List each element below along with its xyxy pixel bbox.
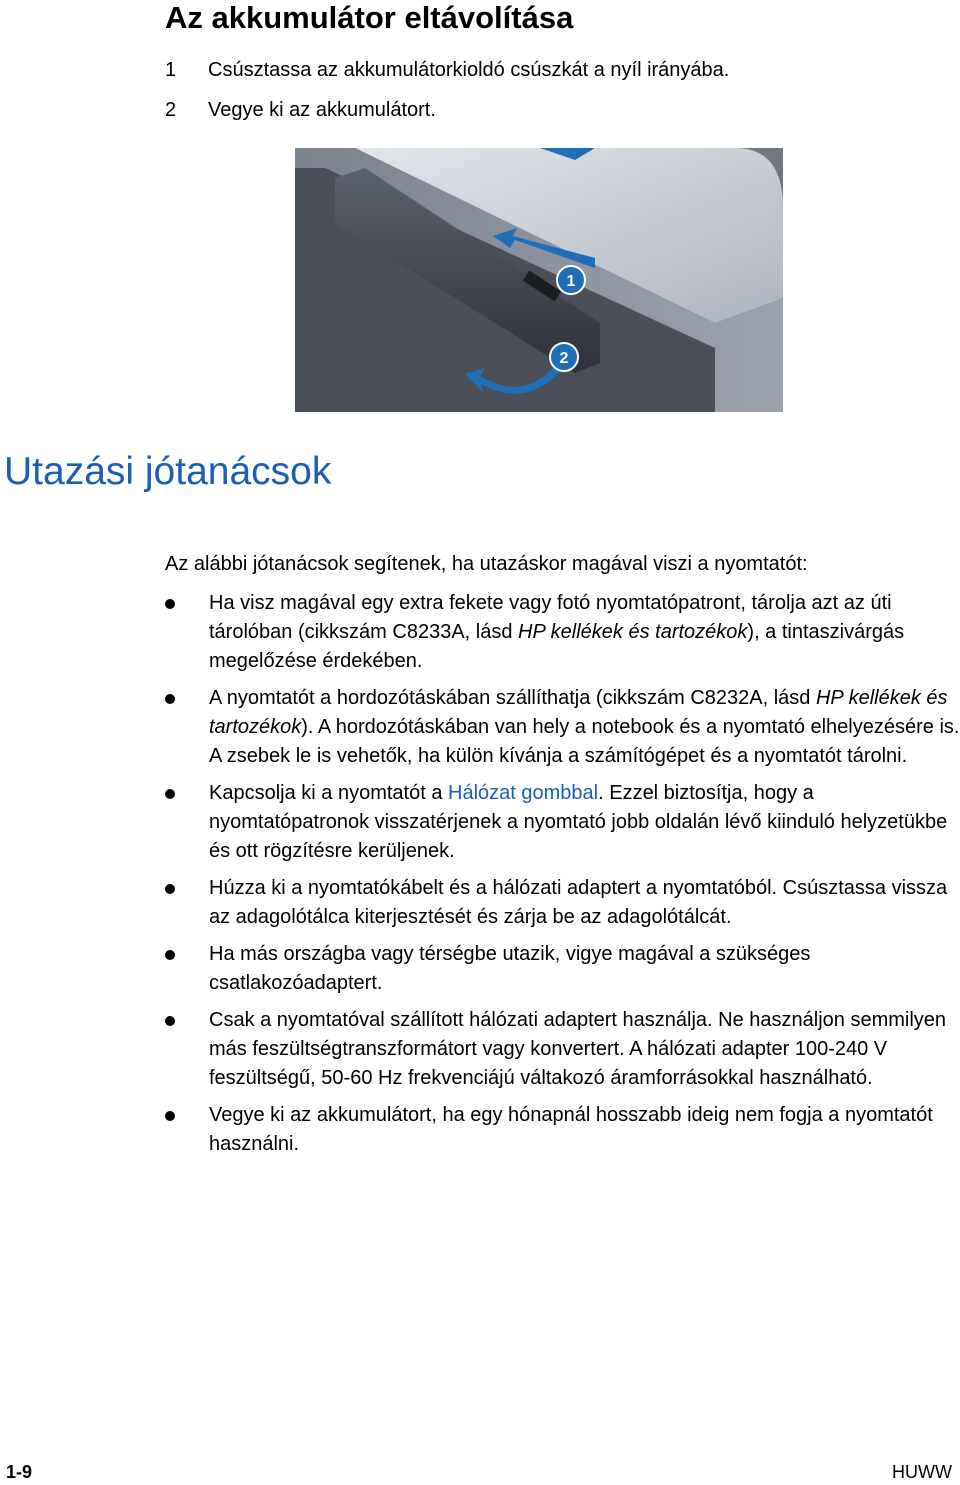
list-item-text: ). A hordozótáskában van hely a notebook és a nyomtató elhelyezésére is. A zsebek le is vehetők, ha külön kívánja a számítógépet és a nyomtatót tárolni. [209, 716, 960, 767]
tips-list [0, 589, 960, 1167]
list-item-text: Ha más országba vagy térségbe utazik, vigye magával a szükséges csatlakozóadaptert. [209, 943, 811, 994]
bullet-icon [165, 884, 175, 894]
cross-reference: HP kellékek és tartozékok [518, 621, 748, 643]
intro-paragraph: Az alábbi jótanácsok segítenek, ha utazáskor magával viszi a nyomtatót: [165, 553, 808, 575]
section-title-battery-removal: Az akkumulátor eltávolítása [165, 0, 574, 35]
bullet-icon [165, 950, 175, 960]
list-item-text: Vegye ki az akkumulátort, ha egy hónapnál hosszabb ideig nem fogja a nyomtatót használni. [209, 1104, 933, 1155]
bullet-icon [165, 1111, 175, 1121]
step-2 [165, 97, 436, 123]
list-item [0, 1006, 960, 1093]
list-item [0, 589, 960, 676]
step-text: Csúsztassa az akkumulátorkioldó csúszkát a nyíl irányába. [208, 59, 730, 81]
bullet-icon [165, 1016, 175, 1026]
callout-1-label: 1 [566, 273, 576, 290]
list-item [0, 1101, 960, 1159]
list-item-text: Kapcsolja ki a nyomtatót a [209, 782, 449, 804]
bullet-icon [165, 694, 175, 704]
list-item-text: A nyomtatót a hordozótáskában szállíthatja (cikkszám C8232A, lásd [209, 687, 816, 709]
step-number: 1 [165, 59, 177, 81]
language-code: HUWW [892, 1462, 952, 1482]
list-item [0, 940, 960, 998]
list-item [0, 874, 960, 932]
list-item-text: Csak a nyomtatóval szállított hálózati adaptert használja. Ne használjon semmilyen más feszültségtranszformátort vagy konvertert. A hálózati adapter 100-240 V feszültségű, 50-60 Hz frekvenciájú váltakozó áramforrásokkal használható. [209, 1009, 947, 1089]
cross-reference: HP kellékek és tartozékok [209, 687, 948, 738]
list-item-text: ), a tintaszivárgás megelőzése érdekében. [209, 621, 905, 672]
list-item-text: Húzza ki a nyomtatókábelt és a hálózati adaptert a nyomtatóból. Csúsztassa vissza az adagolótálca kiterjesztését és zárja be az adagolótálcát. [209, 877, 948, 928]
battery-removal-illustration [295, 148, 783, 412]
bullet-icon [165, 599, 175, 609]
page-number: 1-9 [6, 1462, 33, 1482]
power-button-link[interactable]: Hálózat gombbal [448, 782, 599, 804]
section-title-travel-tips: Utazási jótanácsok [4, 450, 332, 493]
list-item [0, 684, 960, 771]
bullet-icon [165, 789, 175, 799]
list-item-text: . Ezzel biztosítja, hogy a nyomtatópatronok visszatérjenek a nyomtató jobb oldalán lévő kiinduló helyzetükbe és ott rögzítésre kerüljenek. [209, 782, 948, 862]
list-item [0, 779, 960, 866]
step-number: 2 [165, 99, 177, 121]
callout-2-label: 2 [559, 350, 569, 367]
list-item-text: Ha visz magával egy extra fekete vagy fotó nyomtatópatront, tárolja azt az úti tárolóban (cikkszám C8233A, lásd [209, 592, 892, 643]
step-text: Vegye ki az akkumulátort. [208, 99, 436, 121]
step-1 [165, 57, 729, 83]
